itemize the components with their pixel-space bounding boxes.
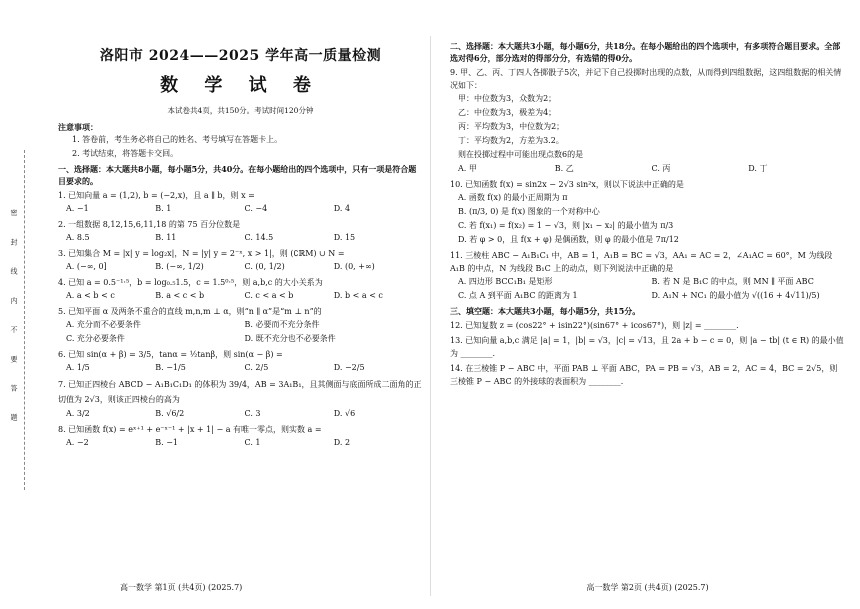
question-9: 9. 甲、乙、丙、丁四人各掷骰子5次，并记下自己投掷时出现的点数，从而得到四组数据，这四组数据的相关情况如下： — [450, 68, 842, 90]
seal-text: 密 封 线 内 不 要 答 题 — [10, 209, 18, 431]
option: D. 既不充分也不必要条件 — [244, 334, 336, 343]
option: C. 丙 — [651, 164, 671, 173]
option: D. √6 — [333, 409, 356, 418]
option: C. −4 — [244, 204, 268, 213]
option: D. 15 — [333, 233, 356, 242]
option: A. 1/5 — [66, 363, 90, 372]
option: A. 函数 f(x) 的最小正周期为 π — [458, 193, 568, 202]
option: B. −1/5 — [155, 363, 186, 372]
option: C. 点 A 到平面 A₁BC 的距离为 1 — [458, 291, 578, 300]
option: B. √6/2 — [155, 409, 185, 418]
option: D. 丁 — [748, 164, 768, 173]
option: D. 4 — [333, 204, 351, 213]
exam-title: 洛阳市 2024——2025 学年高一质量检测 — [99, 48, 382, 64]
option: D. −2/5 — [333, 363, 365, 372]
option: C. 充分必要条件 — [66, 334, 125, 343]
question-11-options — [450, 275, 845, 303]
question-6-options — [58, 361, 423, 375]
question-3-options — [58, 260, 423, 274]
question-4-options — [58, 289, 423, 303]
right-page — [430, 0, 860, 609]
footer-left: 高一数学 第1页 (共4页) (2025.7) — [120, 583, 243, 592]
question-8: 8. 已知函数 f(x) = eˣ⁺¹ + e⁻ˣ⁻¹ + |x + 1| − a 有唯一零点，则实数 a = — [58, 425, 322, 434]
option: B. a < c < b — [155, 291, 205, 300]
right-column — [450, 38, 845, 388]
exam-info: 本试卷共4页，共150分。考试时间120分钟 — [167, 106, 314, 115]
option: A. −1 — [66, 204, 89, 213]
question-7-options — [58, 407, 423, 421]
left-column — [58, 45, 423, 450]
option: D. (0, +∞) — [333, 262, 375, 271]
question-3: 3. 已知集合 M = |x| y = log₂x|，N = |y| y = 2⁻ˣ, x > 1|，则 (∁ℝM) ∪ N = — [58, 249, 345, 258]
question-2: 2. 一组数据 8,12,15,6,11,18 的第 75 百分位数是 — [58, 220, 241, 229]
option: A. 充分而不必要条件 — [66, 320, 141, 329]
option: C. 3 — [244, 409, 261, 418]
question-5-options — [58, 318, 423, 346]
note-item: 2. 考试结束，将答题卡交回。 — [72, 149, 179, 158]
option: C. 2/5 — [244, 363, 269, 372]
question-14: 14. 在三棱锥 P − ABC 中，平面 PAB ⊥ 平面 ABC，PA = PB = √3，AB = 2，AC = 4，BC = 2√5，则三棱锥 P − ABC 的外接球的表面积为 ________. — [450, 364, 838, 386]
note-item: 1. 答卷前，考生务必将自己的姓名、考号填写在答题卡上。 — [72, 135, 283, 144]
option: C. c < a < b — [244, 291, 294, 300]
question-7: 7. 已知正四棱台 ABCD − A₁B₁C₁D₁ 的体积为 39/4，AB = 3A₁B₁，且其侧面与底面所成二面角的正切值为 2√3，则该正四棱台的高为 — [58, 380, 422, 404]
option: A. 8.5 — [66, 233, 90, 242]
exam-subject: 数 学 试 卷 — [160, 75, 321, 96]
option: A. 四边形 BCC₁B₁ 是矩形 — [458, 277, 553, 286]
question-13: 13. 已知向量 a,b,c 满足 |a| = 1，|b| = √3，|c| = √13，且 2a + b − c = 0，则 |a − tb| (t ∈ R) 的最小值为 ________. — [450, 336, 844, 358]
option: D. b < a < c — [333, 291, 383, 300]
footer-right: 高一数学 第2页 (共4页) (2025.7) — [586, 583, 709, 592]
option: C. 1 — [244, 438, 261, 447]
option: A. a < b < c — [66, 291, 115, 300]
option: C. 若 f(x₁) = f(x₂) = 1 − √3，则 |x₁ − x₂| 的最小值为 π/3 — [458, 221, 674, 230]
question-9-line: 丙：平均数为3，中位数为2； — [458, 122, 565, 131]
option: B. −1 — [155, 438, 179, 447]
question-12: 12. 已知复数 z = (cos22° + isin22°)(sin67° + icos67°)，则 |z| = ________. — [450, 321, 739, 330]
question-1-options — [58, 202, 423, 216]
seal-line — [6, 150, 25, 490]
question-9-options — [450, 162, 845, 176]
option: B. 乙 — [554, 164, 574, 173]
option: B. (−∞, 1/2) — [155, 262, 204, 271]
option: B. 11 — [155, 233, 177, 242]
notes-heading: 注意事项： — [58, 122, 98, 132]
option: A. 甲 — [458, 164, 477, 173]
question-8-options — [58, 436, 423, 450]
question-11: 11. 三棱柱 ABC − A₁B₁C₁ 中，AB = 1，A₁B = BC = √3，AA₁ = AC = 2，∠A₁AC = 60°，M 为线段 A₁B 的中点，N 为线段 B₁C 上的动点，则下列说法中正确的是 — [450, 251, 833, 273]
option: D. 2 — [333, 438, 351, 447]
question-9-line: 乙：中位数为3，极差为4； — [458, 108, 557, 117]
question-1: 1. 已知向量 a = (1,2), b = (−2,x)，且 a ∥ b，则 x = — [58, 191, 255, 200]
option: D. A₁N + NC₁ 的最小值为 √((16 + 4√11)/5) — [651, 291, 820, 300]
option: A. −2 — [66, 438, 89, 447]
option: B. 1 — [155, 204, 172, 213]
question-9-line: 丁：平均数为2，方差为3.2。 — [458, 136, 564, 145]
question-5: 5. 已知平面 α 及两条不重合的直线 m,n,m ⊥ α，则“n ∥ α”是“m ⊥ n”的 — [58, 307, 322, 316]
question-10: 10. 已知函数 f(x) = sin2x − 2√3 sin²x，则以下说法中正确的是 — [450, 180, 684, 189]
question-9-line: 甲：中位数为3，众数为2； — [458, 94, 557, 103]
option: B. 必要而不充分条件 — [244, 320, 320, 329]
question-6: 6. 已知 sin(α + β) = 3/5，tanα = ½tanβ，则 sin(α − β) = — [58, 350, 283, 359]
section-1-heading: 一、选择题：本大题共8小题，每小题5分，共40分。在每小题给出的四个选项中，只有一项是符合题目要求的。 — [58, 164, 417, 186]
question-4: 4. 已知 a = 0.5⁻¹·⁵，b = log₀.₅1.5，c = 1.5⁰·⁵，则 a,b,c 的大小关系为 — [58, 278, 323, 287]
option: C. (0, 1/2) — [244, 262, 285, 271]
option: A. (−∞, 0] — [66, 262, 107, 271]
option: B. (π/3, 0) 是 f(x) 图象的一个对称中心 — [458, 207, 600, 216]
section-3-heading: 三、填空题：本大题共3小题，每小题5分，共15分。 — [450, 306, 641, 316]
option: A. 3/2 — [66, 409, 90, 418]
option: C. 14.5 — [244, 233, 274, 242]
option: B. 若 N 是 B₁C 的中点，则 MN ∥ 平面 ABC — [651, 277, 814, 286]
option: D. 若 φ > 0，且 f(x + φ) 是偶函数，则 φ 的最小值是 7π/12 — [458, 235, 679, 244]
question-2-options — [58, 231, 423, 245]
section-2-heading: 二、选择题：本大题共3小题，每小题6分，共18分。在每小题给出的四个选项中，有多项符合题目要求。全部选对得6分，部分选对的得部分分，有选错的得0分。 — [450, 41, 841, 63]
question-9-ask: 则在投掷过程中可能出现点数6的是 — [458, 150, 584, 159]
